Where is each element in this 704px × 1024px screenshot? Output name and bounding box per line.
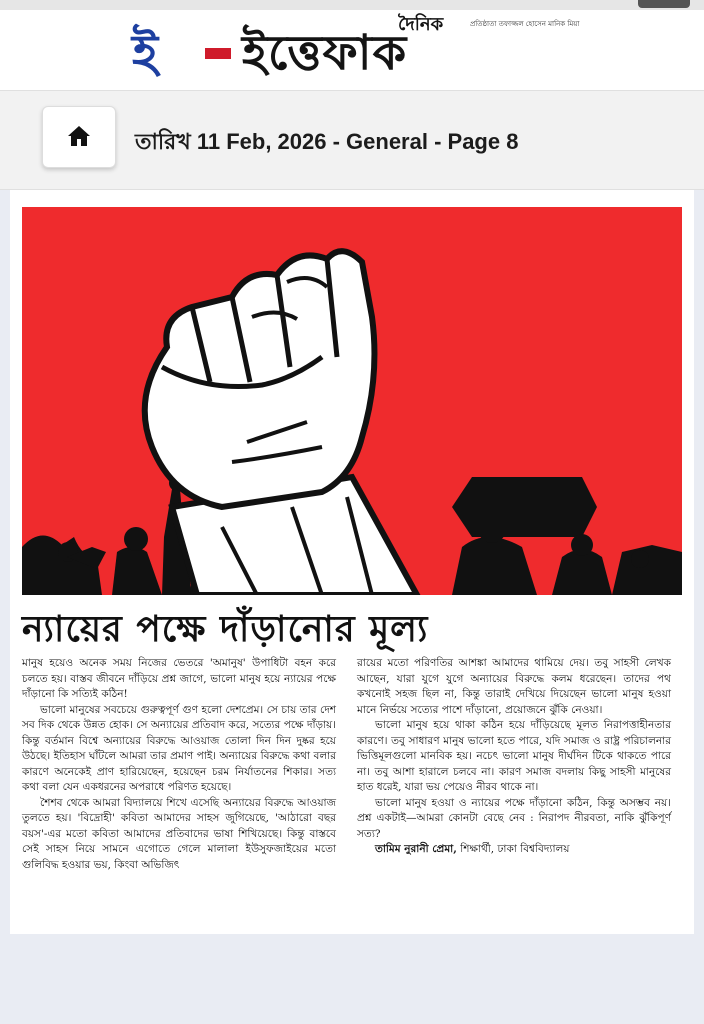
paragraph: ভালো মানুষ হওয়া ও ন্যায়ের পক্ষে দাঁড়ানো কঠিন, কিন্তু অসম্ভব নয়। প্রশ্ন একটাই—আমরা কোনটা বেছে নেব : নিরাপদ নীরবতা, নাকি ঝুঁকিপূর্ণ সত্য? — [357, 796, 671, 840]
paragraph: মানুষ হয়েও অনেক সময় নিজের ভেতরে 'অমানুষ' উপাধিটা বহন করে চলতে হয়। বাস্তব জীবনে দাঁড়িয়ে প্রশ্ন জাগে, ভালো মানুষ হয়ে ন্যায়ের পক্ষে দাঁড়ানো কি সত্যিই কঠিন! — [22, 657, 336, 700]
paragraph: ভালো মানুষের সবচেয়ে গুরুত্বপূর্ণ গুণ হলো দেশপ্রেম। সে চায় তার দেশ সব দিক থেকে উন্নত হোক। সে অন্যায়ের প্রতিবাদ করে, সত্যের পক্ষে দাঁড়ায়। কিন্তু বর্তমান বিশ্বে অন্যায়ের বিরুদ্ধে আওয়াজ তোলা দিন দিন দুষ্কর হয়ে উঠছে। ইতিহাস ঘাঁটলে আমরা তার প্রমাণ পাই। অন্যায়ের বিরুদ্ধে কথা বলার কারণে অনেকেই প্রাণ হারিয়েছেন, হয়েছেন চরম নির্যাতনের শিকার। সত্য কথা বলা যেন একধরনের অপরাধে পরিণত হয়েছে। — [22, 703, 336, 793]
paragraph: রায়ের মতো পরিণতির আশঙ্কা আমাদের থামিয়ে দেয়। তবু সাহসী লেখক আছেন, যারা যুগে যুগে অন্যায়ের বিরুদ্ধে কলম ধরেছেন। তাদের পথ কখনোই সহজ ছিল না, কিন্তু তারাই দেখিয়ে দিয়েছেন ভালো মানুষ হওয়া মানে নির্ভয়ে সত্যের পাশে দাঁড়ানো, প্রয়োজনে ঝুঁকি নেওয়া। — [357, 657, 671, 716]
protest-fist-image — [22, 207, 682, 595]
logo-ittefaq: ইত্তেফাক — [242, 25, 408, 81]
article-column-left — [22, 656, 336, 873]
author-name: তামিম নুরানী প্রেমা, — [375, 843, 457, 855]
author-byline — [357, 842, 671, 858]
home-icon — [67, 125, 91, 147]
masthead — [0, 10, 704, 90]
status-indicator — [638, 0, 690, 8]
paragraph: ভালো মানুষ হয়ে থাকা কঠিন হয়ে দাঁড়িয়েছে মূলত নিরাপত্তাহীনতার কারণে। তবু সাধারণ মানুষ ভালো হতে পারে, যদি সমাজ ও রাষ্ট্র পরিচালনার ভিত্তিমূলগুলো মানবিক হয়। নচেৎ ভালো মানুষ দীর্ঘদিন টিকে থাকতে পারে না। তবু আশা হারালে চলবে না। কারণ সমাজ বদলায় কিছু সাহসী মানুষের হাত ধরেই, যারা ভয় পেয়েও নীরব থাকে না। — [357, 719, 671, 793]
logo-e: ই — [132, 23, 159, 82]
home-button[interactable] — [42, 106, 116, 168]
page-breadcrumb: তারিখ 11 Feb, 2026 - General - Page 8 — [135, 129, 519, 154]
logo-dainik: দৈনিক — [398, 14, 444, 35]
newspaper-page — [10, 190, 694, 934]
logo-dash — [205, 48, 231, 59]
logo-tagline: প্রতিষ্ঠাতা তফাজ্জল হোসেন মানিক মিয়া — [470, 20, 580, 28]
paragraph: শৈশব থেকে আমরা বিদ্যালয়ে শিখে এসেছি অন্যায়ের বিরুদ্ধে আওয়াজ তুলতে হয়। 'বিদ্রোহী' কবিতা আমাদের সাহস জুগিয়েছে, 'আঠারো বছর বয়স'-এর মতো কবিতা আমাদের প্রতিবাদের ভাষা শিখিয়েছে। কিন্তু বাস্তবে সেই সাহস নিয়ে সামনে এগোতে গেলে মালালা ইউসুফজাইয়ের মতো গুলিবিদ্ধ হওয়ার ভয়, কিংবা অভিজিৎ — [22, 796, 336, 871]
status-bar — [0, 0, 704, 10]
article-column-right — [357, 656, 671, 858]
author-role: শিক্ষার্থী, ঢাকা বিশ্ববিদ্যালয় — [456, 843, 570, 855]
page-navbar — [0, 90, 704, 190]
article-headline: ন্যায়ের পক্ষে দাঁড়ানোর মূল্য — [22, 608, 429, 650]
